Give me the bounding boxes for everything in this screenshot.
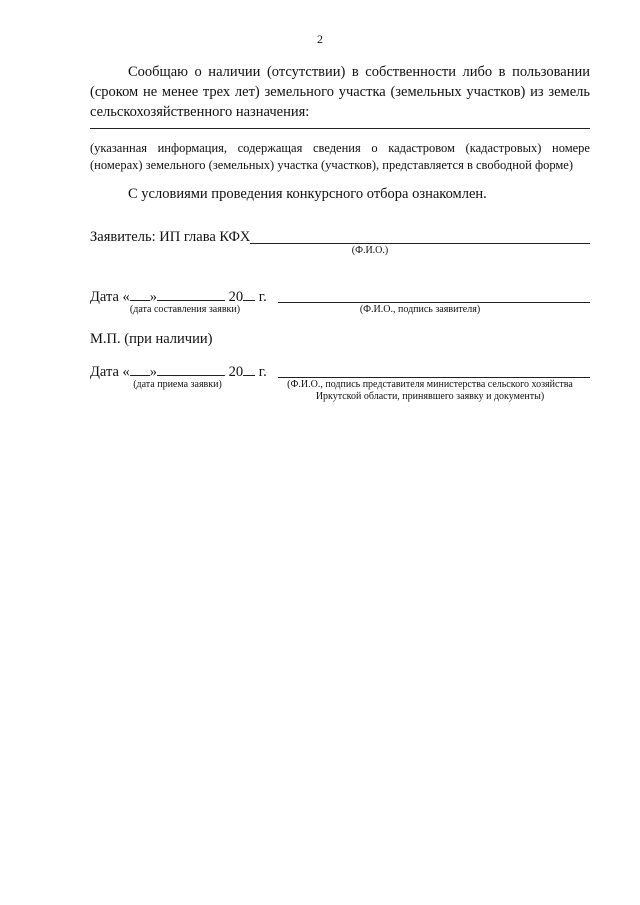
- date-compiled-day-field[interactable]: [130, 287, 150, 301]
- page-number: 2: [317, 32, 323, 46]
- land-info-note: (указанная информация, содержащая сведения о кадастровом (кадастровых) номере (номерах) земельного (земельных) участка (участков), представляется в свободной форме): [90, 141, 590, 172]
- date-received-year-suffix: г.: [258, 364, 267, 380]
- applicant-signature-line[interactable]: [278, 302, 590, 303]
- date-received-year-prefix: 20: [228, 364, 244, 380]
- applicant-name-hint: (Ф.И.О.): [351, 245, 389, 256]
- land-info-line[interactable]: [90, 128, 590, 129]
- applicant-signature-hint: (Ф.И.О., подпись заявителя): [359, 304, 481, 315]
- applicant-name-line[interactable]: [250, 243, 590, 244]
- conditions-statement: С условиями проведения конкурсного отбора ознакомлен.: [128, 186, 487, 202]
- stamp-label: М.П. (при наличии): [90, 331, 213, 347]
- receiver-signature-line[interactable]: [278, 377, 590, 378]
- date-received-month-field[interactable]: [157, 362, 225, 376]
- date-compiled-year-prefix: 20: [228, 289, 244, 305]
- receiver-signature-hint: (Ф.И.О., подпись представителя министерства сельского хозяйства Иркутской области, принявшего заявку и документы): [287, 379, 573, 402]
- date-received-day-field[interactable]: [130, 362, 150, 376]
- date-compiled-quote-close: »: [149, 289, 158, 305]
- applicant-label: Заявитель: ИП глава КФХ: [90, 229, 251, 245]
- date-received-hint: (дата приема заявки): [133, 379, 222, 390]
- date-compiled-hint: (дата составления заявки): [129, 304, 241, 315]
- date-compiled-year-field[interactable]: [243, 287, 255, 301]
- date-compiled-month-field[interactable]: [157, 287, 225, 301]
- date-compiled-prefix: Дата «: [90, 289, 130, 305]
- date-received-year-field[interactable]: [243, 362, 255, 376]
- date-received-quote-close: »: [149, 364, 158, 380]
- date-compiled-year-suffix: г.: [258, 289, 267, 305]
- land-ownership-statement: Сообщаю о наличии (отсутствии) в собственности либо в пользовании (сроком не менее трех лет) земельного участка (земельных участков) из земель сельскохозяйственного назначения:: [90, 64, 590, 120]
- date-received-prefix: Дата «: [90, 364, 130, 380]
